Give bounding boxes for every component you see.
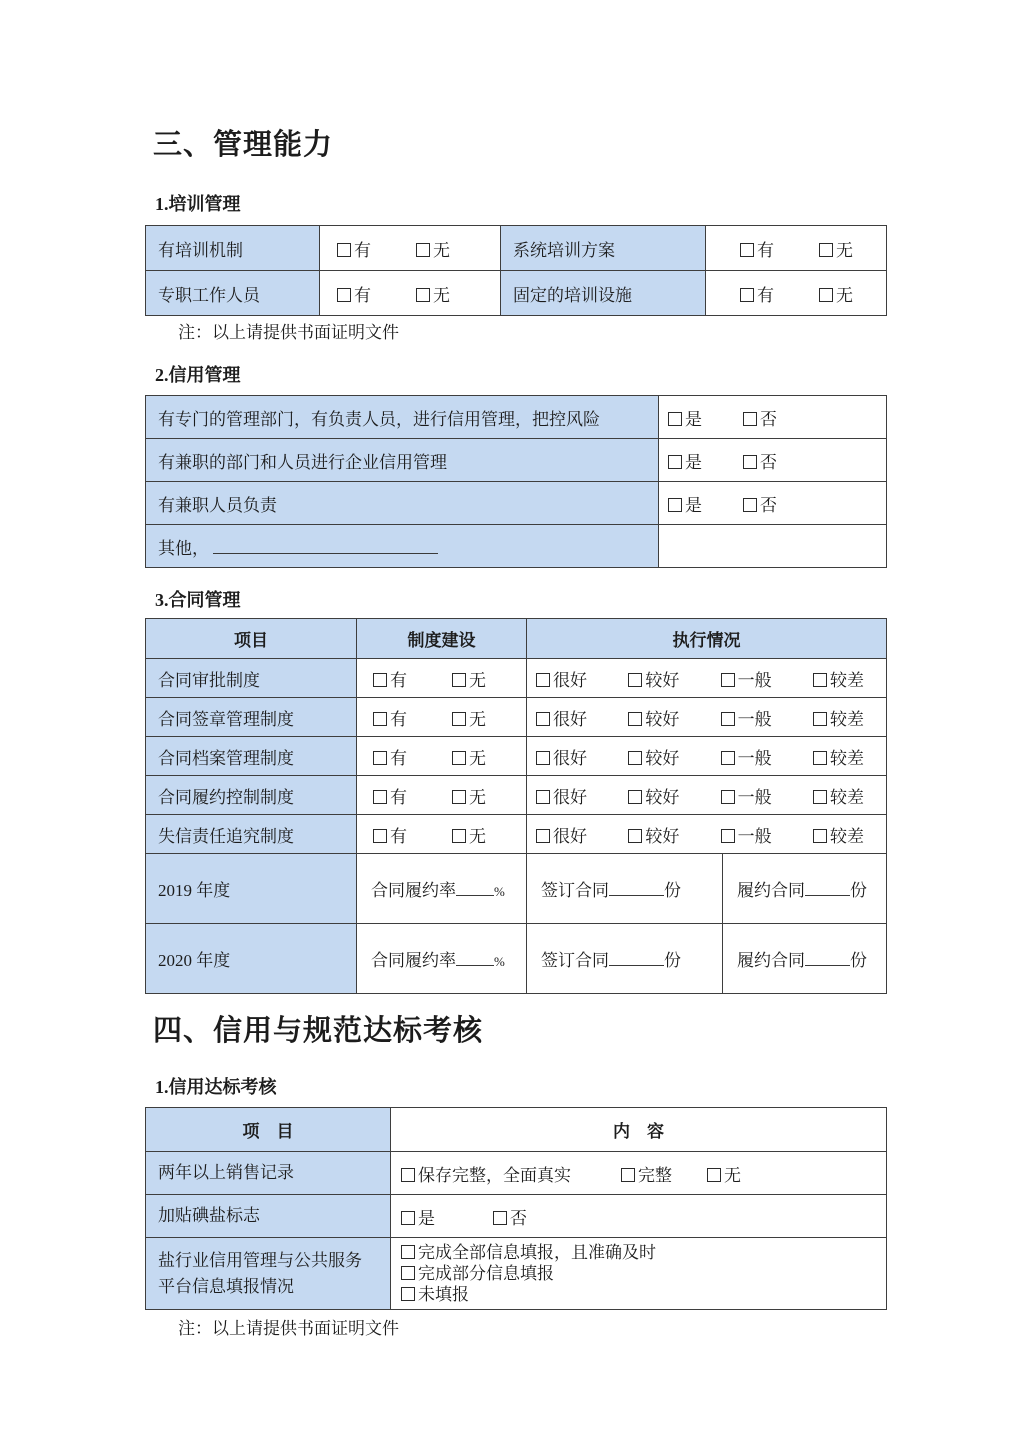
year-label: 2019 年度 — [146, 854, 357, 924]
checkbox-option-jiaocha[interactable]: 较差 — [813, 783, 864, 808]
checkbox-cell — [659, 482, 887, 525]
training-table — [145, 225, 887, 316]
checkbox-option-henhao[interactable]: 很好 — [536, 822, 587, 847]
checkbox-icon[interactable] — [743, 412, 757, 426]
table-row — [146, 815, 887, 854]
checkbox-icon[interactable] — [743, 498, 757, 512]
checkbox-icon[interactable] — [337, 288, 351, 302]
checkbox-cell — [527, 698, 887, 737]
contract-table — [145, 618, 887, 994]
credit-label: 有兼职的部门和人员进行企业信用管理 — [146, 439, 659, 482]
checkbox-option-jiaocha[interactable]: 较差 — [813, 744, 864, 769]
checkbox-option-wu[interactable]: 无 — [819, 236, 853, 261]
checkbox-option-you[interactable]: 有 — [740, 236, 774, 261]
training-label: 系统培训方案 — [501, 226, 706, 271]
subsection-heading-training: 1.培训管理 — [155, 194, 241, 214]
checkbox-icon[interactable] — [452, 751, 466, 765]
checkbox-cell — [357, 737, 527, 776]
table-row — [146, 659, 887, 698]
table-header-row — [146, 619, 887, 659]
checkbox-option-shi[interactable]: 是 — [668, 405, 702, 430]
checkbox-icon[interactable] — [707, 1168, 721, 1182]
checkbox-option[interactable]: 完成部分信息填报 — [401, 1263, 886, 1284]
section-heading-assessment: 四、信用与规范达标考核 — [153, 1015, 484, 1047]
table-row — [146, 924, 887, 994]
table-header-row — [146, 1108, 887, 1152]
checkbox-option-jiaohao[interactable]: 较好 — [628, 705, 679, 730]
checkbox-option-fou[interactable]: 否 — [743, 491, 777, 516]
checkbox-icon[interactable] — [452, 673, 466, 687]
table-row — [146, 525, 887, 568]
fill-blank[interactable] — [805, 952, 850, 966]
checkbox-icon[interactable] — [819, 288, 833, 302]
checkbox-option-fou[interactable]: 否 — [743, 405, 777, 430]
column-header-item: 项 目 — [146, 1108, 391, 1152]
checkbox-cell — [706, 271, 887, 316]
checkbox-option-you[interactable]: 有 — [337, 236, 371, 261]
checkbox-icon[interactable] — [813, 751, 827, 765]
contract-item-label: 合同审批制度 — [146, 659, 357, 698]
credit-table — [145, 395, 887, 568]
checkbox-icon[interactable] — [536, 673, 550, 687]
checkbox-icon[interactable] — [401, 1211, 415, 1225]
checkbox-option-shi[interactable]: 是 — [668, 448, 702, 473]
column-header-system: 制度建设 — [357, 619, 527, 659]
table-row — [146, 854, 887, 924]
checkbox-icon[interactable] — [740, 243, 754, 257]
checkbox-option-wu[interactable]: 无 — [452, 744, 486, 769]
subsection-heading-contract: 3.合同管理 — [155, 590, 241, 610]
assessment-label: 加贴碘盐标志 — [146, 1195, 391, 1238]
checkbox-option-fou[interactable]: 否 — [493, 1204, 527, 1229]
checkbox-option-yiban[interactable]: 一般 — [721, 744, 772, 769]
checkbox-option-jiaohao[interactable]: 较好 — [628, 822, 679, 847]
credit-other-label: 其他， — [146, 525, 659, 568]
checkbox-icon[interactable] — [721, 751, 735, 765]
checkbox-icon[interactable] — [452, 829, 466, 843]
table-row — [146, 1152, 887, 1195]
checkbox-icon[interactable] — [536, 790, 550, 804]
checkbox-cell — [527, 659, 887, 698]
checkbox-option-jiaohao[interactable]: 较好 — [628, 666, 679, 691]
checkbox-option-wu[interactable]: 无 — [452, 705, 486, 730]
checkbox-option[interactable]: 保存完整，全面真实 — [401, 1161, 571, 1186]
column-header-exec: 执行情况 — [527, 619, 887, 659]
checkbox-option-wu[interactable]: 无 — [452, 822, 486, 847]
checkbox-cell — [357, 698, 527, 737]
table-row — [146, 698, 887, 737]
table-row — [146, 396, 887, 439]
checkbox-option-wu[interactable]: 无 — [416, 236, 450, 261]
checkbox-icon[interactable] — [373, 829, 387, 843]
checkbox-icon[interactable] — [668, 455, 682, 469]
checkbox-icon[interactable] — [536, 751, 550, 765]
checkbox-option-you[interactable]: 有 — [373, 666, 407, 691]
checkbox-icon[interactable] — [401, 1245, 415, 1259]
checkbox-icon[interactable] — [668, 412, 682, 426]
checkbox-option-jiaohao[interactable]: 较好 — [628, 783, 679, 808]
fulfillment-rate-cell: 合同履约率 % — [357, 854, 527, 924]
checkbox-cell — [391, 1195, 887, 1238]
checkbox-option-yiban[interactable]: 一般 — [721, 666, 772, 691]
checkbox-option-fou[interactable]: 否 — [743, 448, 777, 473]
training-label: 有培训机制 — [146, 226, 320, 271]
contract-item-label: 合同履约控制制度 — [146, 776, 357, 815]
checkbox-cell — [357, 776, 527, 815]
column-header-item: 项目 — [146, 619, 357, 659]
checkbox-option-wu[interactable]: 无 — [452, 783, 486, 808]
checkbox-icon[interactable] — [628, 673, 642, 687]
checkbox-icon[interactable] — [401, 1168, 415, 1182]
checkbox-option-you[interactable]: 有 — [373, 705, 407, 730]
checkbox-option-jiaocha[interactable]: 较差 — [813, 822, 864, 847]
training-label: 固定的培训设施 — [501, 271, 706, 316]
checkbox-option-yiban[interactable]: 一般 — [721, 705, 772, 730]
checkbox-option-you[interactable]: 有 — [740, 281, 774, 306]
checkbox-icon[interactable] — [621, 1168, 635, 1182]
checkbox-option-shi[interactable]: 是 — [401, 1204, 435, 1229]
fulfillment-rate-cell: 合同履约率 % — [357, 924, 527, 994]
checkbox-cell — [527, 737, 887, 776]
table-row — [146, 1238, 887, 1310]
checkbox-icon[interactable] — [416, 243, 430, 257]
checkbox-option-yiban[interactable]: 一般 — [721, 822, 772, 847]
checkbox-icon[interactable] — [668, 498, 682, 512]
contract-item-label: 失信责任追究制度 — [146, 815, 357, 854]
column-header-content: 内 容 — [391, 1108, 887, 1152]
checkbox-icon[interactable] — [373, 790, 387, 804]
checkbox-icon[interactable] — [373, 712, 387, 726]
fill-blank[interactable] — [609, 952, 664, 966]
checkbox-cell — [357, 815, 527, 854]
checkbox-icon[interactable] — [721, 829, 735, 843]
checkbox-cell — [320, 226, 501, 271]
fill-blank[interactable] — [609, 882, 664, 896]
fill-blank[interactable] — [213, 540, 438, 554]
checkbox-option-jiaocha[interactable]: 较差 — [813, 705, 864, 730]
note-text: 注：以上请提供书面证明文件 — [178, 1319, 399, 1338]
checkbox-cell — [706, 226, 887, 271]
checkbox-option[interactable]: 未填报 — [401, 1284, 886, 1305]
checkbox-icon[interactable] — [628, 829, 642, 843]
checkbox-icon[interactable] — [493, 1211, 507, 1225]
credit-label: 有专门的管理部门，有负责人员，进行信用管理，把控风险 — [146, 396, 659, 439]
checkbox-icon[interactable] — [721, 712, 735, 726]
checkbox-option-henhao[interactable]: 很好 — [536, 705, 587, 730]
contract-item-label: 合同签章管理制度 — [146, 698, 357, 737]
checkbox-cell — [391, 1238, 887, 1310]
checkbox-option-wu[interactable]: 无 — [416, 281, 450, 306]
checkbox-icon[interactable] — [452, 790, 466, 804]
document-page — [145, 0, 886, 1339]
table-row — [146, 226, 887, 271]
subsection-heading-credit: 2.信用管理 — [155, 365, 241, 385]
checkbox-icon[interactable] — [401, 1287, 415, 1301]
note-text: 注：以上请提供书面证明文件 — [178, 323, 399, 342]
empty-cell — [659, 525, 887, 568]
fill-blank[interactable] — [456, 882, 494, 896]
checkbox-icon[interactable] — [628, 751, 642, 765]
checkbox-cell — [357, 659, 527, 698]
checkbox-option-henhao[interactable]: 很好 — [536, 666, 587, 691]
checkbox-icon[interactable] — [721, 790, 735, 804]
checkbox-icon[interactable] — [373, 673, 387, 687]
checkbox-icon[interactable] — [536, 829, 550, 843]
checkbox-option-wu[interactable]: 无 — [452, 666, 486, 691]
checkbox-option[interactable]: 完整 — [621, 1161, 672, 1186]
checkbox-option-jiaocha[interactable]: 较差 — [813, 666, 864, 691]
checkbox-icon[interactable] — [721, 673, 735, 687]
table-row — [146, 1195, 887, 1238]
checkbox-option-henhao[interactable]: 很好 — [536, 783, 587, 808]
table-row — [146, 271, 887, 316]
checkbox-cell — [659, 396, 887, 439]
signed-contracts-cell: 签订合同 份 — [527, 854, 723, 924]
checkbox-option-you[interactable]: 有 — [373, 783, 407, 808]
checkbox-icon[interactable] — [740, 288, 754, 302]
checkbox-icon[interactable] — [416, 288, 430, 302]
checkbox-icon[interactable] — [401, 1266, 415, 1280]
year-label: 2020 年度 — [146, 924, 357, 994]
fulfilled-contracts-cell: 履约合同 份 — [723, 924, 887, 994]
checkbox-icon[interactable] — [819, 243, 833, 257]
table-row — [146, 737, 887, 776]
checkbox-option-wu[interactable]: 无 — [819, 281, 853, 306]
assessment-label: 两年以上销售记录 — [146, 1152, 391, 1195]
checkbox-cell — [527, 776, 887, 815]
checkbox-option-you[interactable]: 有 — [373, 744, 407, 769]
checkbox-icon[interactable] — [813, 712, 827, 726]
checkbox-option-yiban[interactable]: 一般 — [721, 783, 772, 808]
table-row — [146, 482, 887, 525]
checkbox-icon[interactable] — [536, 712, 550, 726]
training-label: 专职工作人员 — [146, 271, 320, 316]
checkbox-cell — [659, 439, 887, 482]
checkbox-cell — [391, 1152, 887, 1195]
checkbox-option-jiaohao[interactable]: 较好 — [628, 744, 679, 769]
checkbox-option[interactable]: 无 — [707, 1161, 741, 1186]
checkbox-icon[interactable] — [452, 712, 466, 726]
signed-contracts-cell: 签订合同 份 — [527, 924, 723, 994]
checkbox-option-henhao[interactable]: 很好 — [536, 744, 587, 769]
subsection-heading-credit-assessment: 1.信用达标考核 — [155, 1077, 277, 1097]
checkbox-icon[interactable] — [373, 751, 387, 765]
checkbox-icon[interactable] — [628, 790, 642, 804]
checkbox-icon[interactable] — [628, 712, 642, 726]
checkbox-option-you[interactable]: 有 — [373, 822, 407, 847]
credit-label: 有兼职人员负责 — [146, 482, 659, 525]
fill-blank[interactable] — [456, 952, 494, 966]
table-row — [146, 776, 887, 815]
checkbox-icon[interactable] — [813, 829, 827, 843]
contract-item-label: 合同档案管理制度 — [146, 737, 357, 776]
assessment-table — [145, 1107, 887, 1310]
fill-blank[interactable] — [805, 882, 850, 896]
checkbox-icon[interactable] — [337, 243, 351, 257]
checkbox-option-shi[interactable]: 是 — [668, 491, 702, 516]
checkbox-cell — [320, 271, 501, 316]
checkbox-cell — [527, 815, 887, 854]
table-row — [146, 439, 887, 482]
checkbox-icon[interactable] — [813, 673, 827, 687]
checkbox-option-you[interactable]: 有 — [337, 281, 371, 306]
assessment-label: 盐行业信用管理与公共服务平台信息填报情况 — [146, 1238, 391, 1310]
checkbox-icon[interactable] — [743, 455, 757, 469]
fulfilled-contracts-cell: 履约合同 份 — [723, 854, 887, 924]
checkbox-icon[interactable] — [813, 790, 827, 804]
checkbox-option[interactable]: 完成全部信息填报，且准确及时 — [401, 1242, 886, 1263]
section-heading-management: 三、管理能力 — [153, 129, 334, 161]
